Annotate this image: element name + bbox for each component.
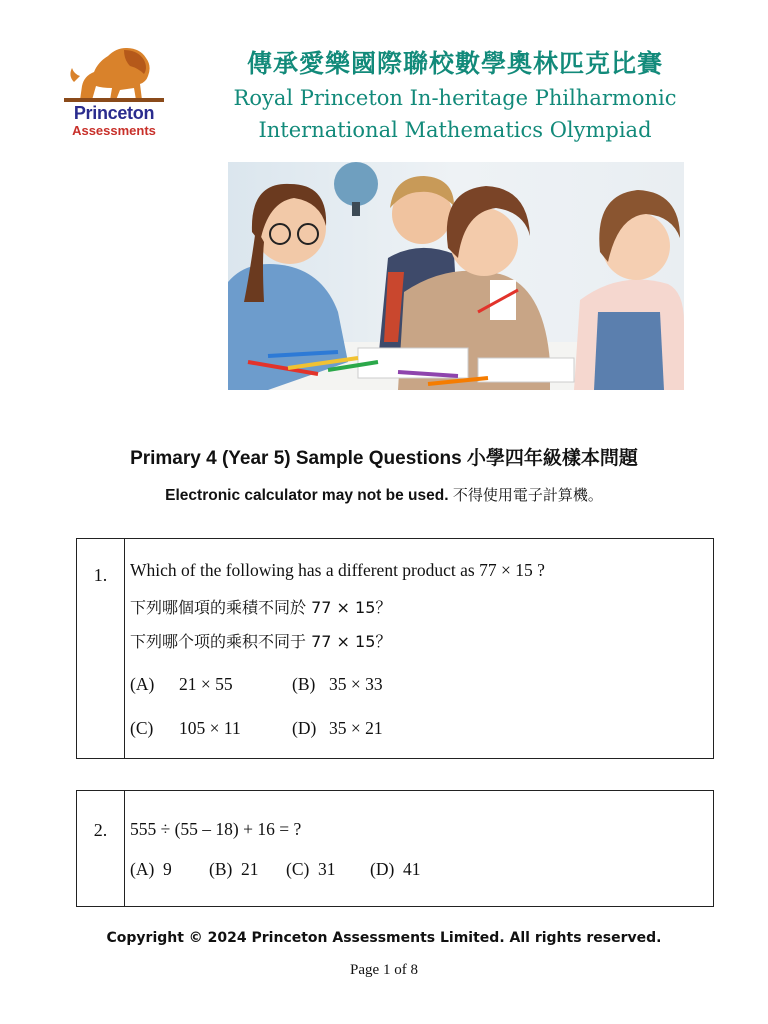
option-d-label: (D) xyxy=(292,718,317,738)
option-c-value: 31 xyxy=(318,859,336,879)
question-text-traditional-chinese: 下列哪個項的乘積不同於 77 × 15？ xyxy=(130,598,392,617)
option-a-label: (A) xyxy=(130,674,155,694)
calculator-notice-english: Electronic calculator may not be used. xyxy=(165,487,449,504)
option-c-label: (C) xyxy=(286,859,310,879)
page-heading: Primary 4 (Year 5) Sample Questions 小學四年級樣本問題 xyxy=(130,448,638,469)
option-a-value: 21 × 55 xyxy=(179,674,233,694)
question-number-column xyxy=(77,791,125,906)
option-a-label: (A) xyxy=(130,859,155,879)
option-a-value: 9 xyxy=(163,859,172,879)
question-number: 1. xyxy=(93,565,108,585)
option-b-label: (B) xyxy=(292,674,316,694)
logo-name: Princeton xyxy=(73,103,155,123)
princeton-logo xyxy=(60,42,168,138)
option-d-value: 41 xyxy=(403,859,421,879)
question-text-simplified-chinese: 下列哪个项的乘积不同于 77 × 15？ xyxy=(130,632,392,651)
page-number: Page 1 of 8 xyxy=(350,962,418,978)
option-b-label: (B) xyxy=(209,859,233,879)
option-c-value: 105 × 11 xyxy=(179,718,241,738)
competition-title-chinese: 傳承愛樂國際聯校數學奧林匹克比賽 xyxy=(246,49,663,78)
option-d-label: (D) xyxy=(370,859,395,879)
copyright-notice: Copyright © 2024 Princeton Assessments Limited. All rights reserved. xyxy=(106,930,662,946)
children-studying-photo xyxy=(228,162,684,390)
logo-subtitle: Assessments xyxy=(72,123,156,138)
option-b-value: 35 × 33 xyxy=(329,674,383,694)
question-2-box xyxy=(76,790,714,907)
option-b-value: 21 xyxy=(241,859,259,879)
calculator-notice xyxy=(0,484,768,505)
competition-title-english-line1: Royal Princeton In-heritage Philharmonic xyxy=(233,86,677,110)
question-text-english: 555 ÷ (55 – 18) + 16 = ? xyxy=(130,819,302,839)
question-number: 2. xyxy=(93,820,108,840)
option-d-value: 35 × 21 xyxy=(329,718,383,738)
calculator-notice-chinese: 不得使用電子計算機。 xyxy=(452,486,603,504)
competition-title-english-line2: International Mathematics Olympiad xyxy=(258,118,652,142)
option-c-label: (C) xyxy=(130,718,154,738)
question-1-box xyxy=(76,538,714,759)
lion-icon xyxy=(60,42,168,104)
question-text-english: Which of the following has a different product as 77 × 15 ? xyxy=(130,560,545,580)
